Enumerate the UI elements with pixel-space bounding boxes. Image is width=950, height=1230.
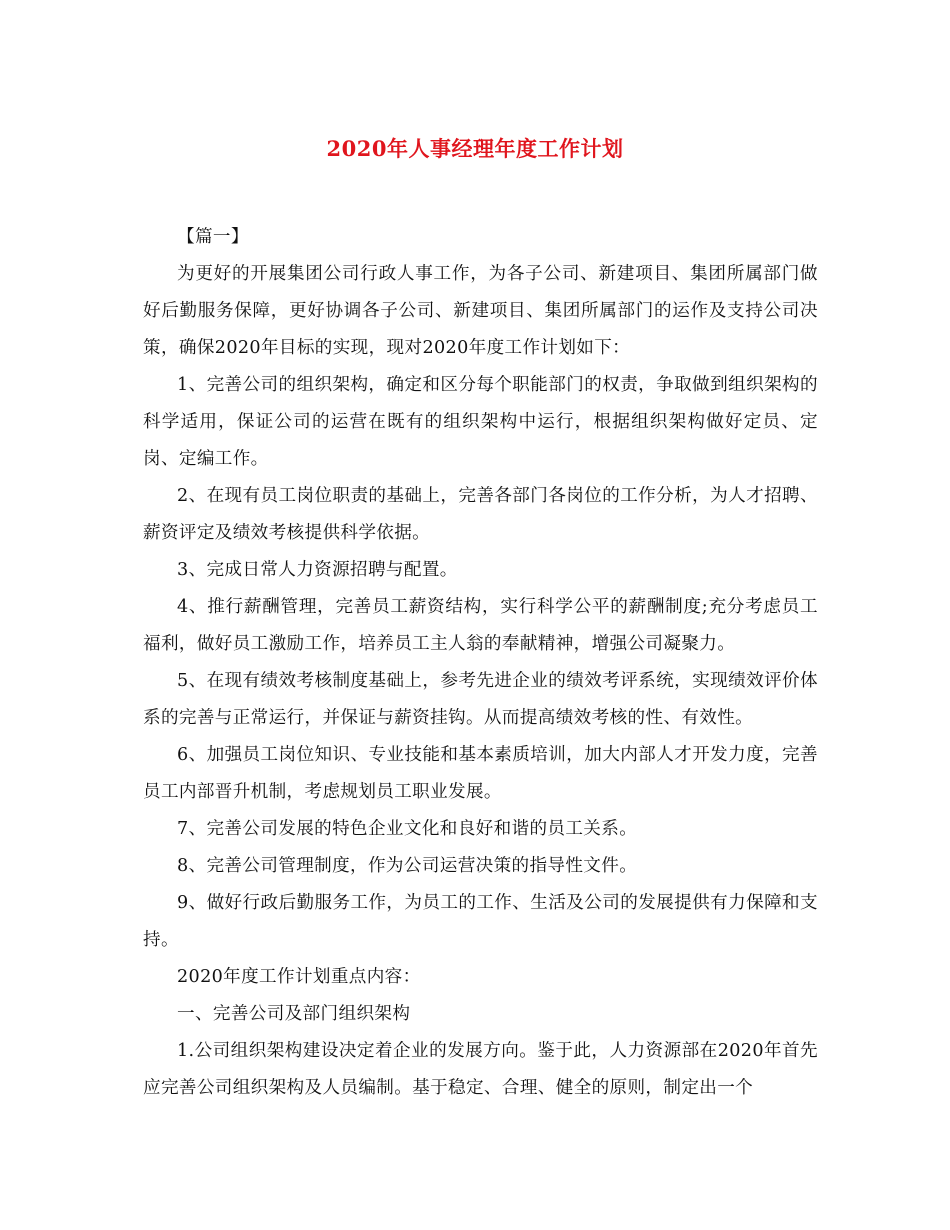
paragraph-key-content-heading: 2020年度工作计划重点内容： — [177, 967, 421, 987]
paragraph-item-8: 8、完善公司管理制度，作为公司运营决策的指导性文件。 — [177, 856, 638, 876]
paragraph-item-2: 2、在现有员工岗位职责的基础上，完善各部门各岗位的工作分析，为人才招聘、薪资评定及绩效考核提供科学依据。 — [143, 486, 818, 543]
paragraph-item-6: 6、加强员工岗位知识、专业技能和基本素质培训，加大内部人才开发力度，完善员工内部晋升机制，考虑规划员工职业发展。 — [143, 745, 818, 802]
paragraph-subheading-1: 一、完善公司及部门组织架构 — [177, 1004, 411, 1024]
paragraph-subitem-1: 1.公司组织架构建设决定着企业的发展方向。鉴于此，人力资源部在2020年首先应完善公司组织架构及人员编制。基于稳定、合理、健全的原则，制定出一个 — [143, 1041, 818, 1098]
paragraph-item-5: 5、在现有绩效考核制度基础上，参考先进企业的绩效考评系统，实现绩效评价体系的完善与正常运行，并保证与薪资挂钩。从而提高绩效考核的性、有效性。 — [143, 671, 818, 728]
paragraph-item-9: 9、做好行政后勤服务工作，为员工的工作、生活及公司的发展提供有力保障和支持。 — [143, 893, 818, 950]
paragraph-item-3: 3、完成日常人力资源招聘与配置。 — [177, 560, 458, 580]
document-title: 2020年人事经理年度工作计划 — [326, 136, 624, 161]
paragraph-intro: 为更好的开展集团公司行政人事工作，为各子公司、新建项目、集团所属部门做好后勤服务保障，更好协调各子公司、新建项目、集团所属部门的运作及支持公司决策，确保2020年目标的实现，现对2020年度工作计划如下： — [143, 264, 818, 358]
document-body — [143, 219, 818, 1107]
paragraph-item-1: 1、完善公司的组织架构，确定和区分每个职能部门的权责，争取做到组织架构的科学适用，保证公司的运营在既有的组织架构中运行，根据组织架构做好定员、定岗、定编工作。 — [143, 375, 818, 469]
paragraph-item-7: 7、完善公司发展的特色企业文化和良好和谐的员工关系。 — [177, 819, 638, 839]
paragraph-section-heading: 【篇一】 — [177, 227, 249, 247]
paragraph-item-4: 4、推行薪酬管理，完善员工薪资结构，实行科学公平的薪酬制度;充分考虑员工福利，做好员工激励工作，培养员工主人翁的奉献精神，增强公司凝聚力。 — [143, 597, 818, 654]
